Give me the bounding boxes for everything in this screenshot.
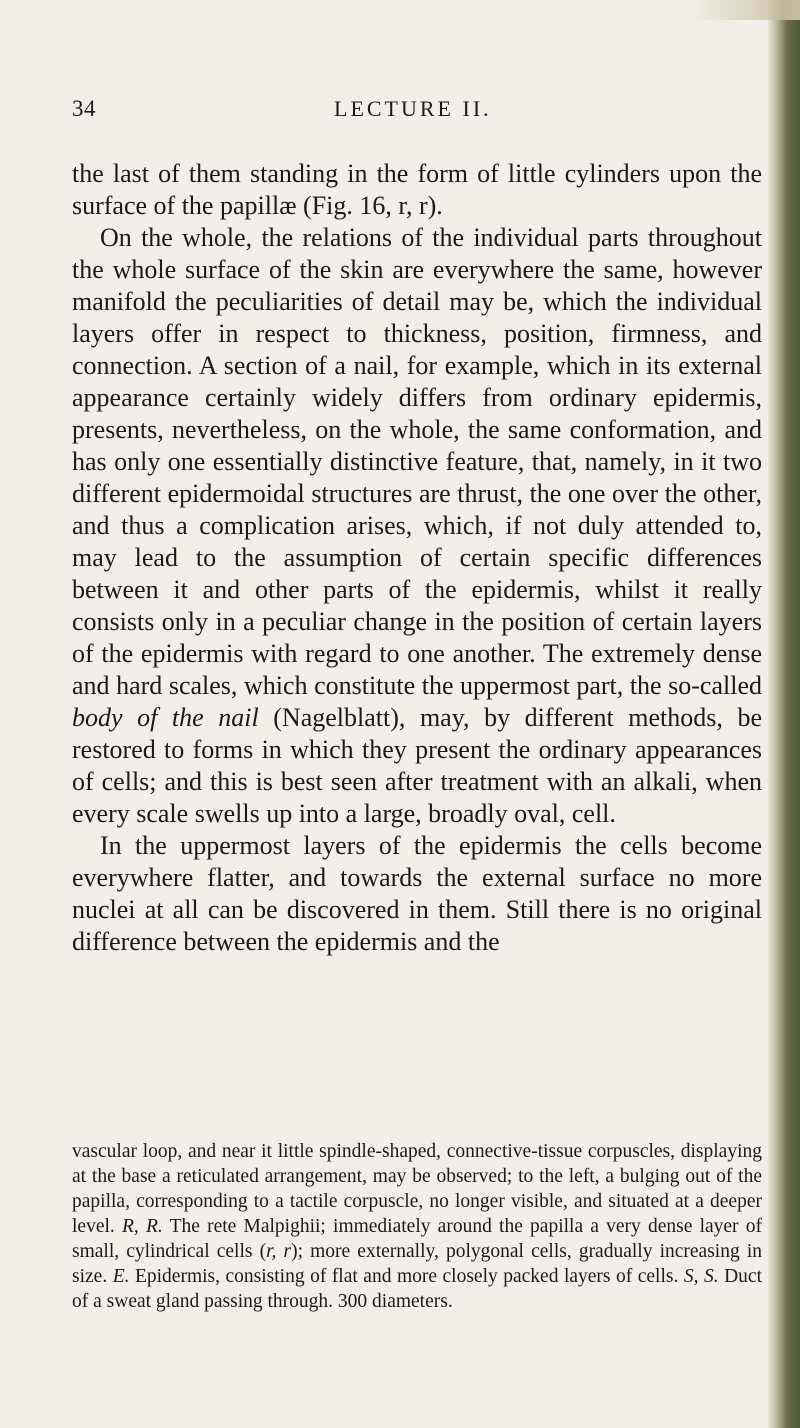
paragraph-continuation: the last of them standing in the form of little cylinders upon the surface of the papillæ (Fig. 16, r, r).	[72, 159, 762, 220]
caption-ref-ss: S, S.	[683, 1266, 719, 1287]
paragraph-uppermost-layers: In the uppermost layers of the epidermis the cells become everywhere flatter, and towards the external surface no more nuclei at all can be discovered in them. Still there is no original difference between the epidermis and the	[72, 831, 762, 956]
page-number: 34	[72, 96, 96, 121]
caption-text	[72, 1139, 762, 1314]
paragraph-nail-italic: body of the nail	[72, 703, 259, 732]
caption-ref-r: r, r	[266, 1241, 292, 1262]
caption-text-e: Duct of a sweat gland passing through. 300 diameters.	[72, 1266, 762, 1312]
page-top-shadow	[690, 0, 800, 20]
figure-caption	[72, 1139, 762, 1314]
caption-ref-rr: R, R.	[121, 1216, 163, 1237]
caption-ref-e: E.	[112, 1266, 130, 1287]
paragraph-nail-text-a: On the whole, the relations of the individual parts throughout the whole surface of the skin are everywhere the same, however manifold the peculiarities of detail may be, which the individual layers offer in respect to thickness, position, firmness, and connection. A section of a nail, for example, which in its external appearance certainly widely differs from ordinary epidermis, presents, nevertheless, on the whole, the same conformation, and has only one essentially distinctive feature, that, namely, in it two different epidermoidal structures are thrust, the one over the other, and thus a complication arises, which, if not duly attended to, may lead to the assumption of certain specific differences between it and other parts of the epidermis, whilst it really consists only in a peculiar change in the position of certain layers of the epidermis with regard to one another. The extremely dense and hard scales, which constitute the uppermost part, the so-called	[72, 223, 762, 700]
caption-text-d: Epidermis, consisting of flat and more closely packed layers of cells.	[129, 1266, 684, 1287]
main-text	[72, 158, 762, 958]
paragraph-nail-text-b: (Nagelblatt), may, by different methods, be restored to forms in which they present the ordinary appearances of cells; and this is best seen after treatment with an alkali, when every scale swells up into a large, broadly oval, cell.	[72, 703, 762, 828]
running-title: LECTURE II.	[334, 96, 492, 121]
page-binding-edge	[768, 0, 800, 1428]
caption-text-c: ); more externally, polygonal cells, gradually increasing in size.	[72, 1241, 762, 1287]
caption-text-a: vascular loop, and near it little spindle-shaped, connective-tissue corpuscles, displaying at the base a reticulated arrangement, may be observed; to the left, a bulging out of the papilla, corresponding to a tactile corpuscle, no longer visible, and situated at a deeper level.	[72, 1141, 762, 1237]
caption-text-b: The rete Malpighii; immediately around the papilla a very dense layer of small, cylindrical cells (	[72, 1216, 762, 1262]
paragraph-nail	[72, 222, 762, 830]
running-header	[72, 96, 762, 130]
